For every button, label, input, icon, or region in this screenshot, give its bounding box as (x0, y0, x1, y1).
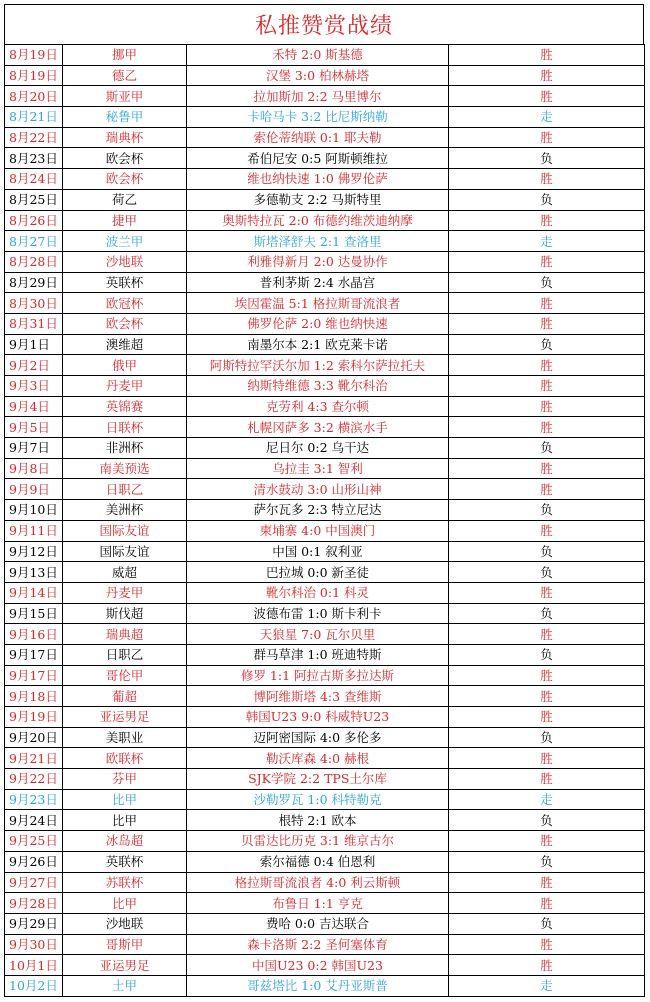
table-row (5, 231, 645, 252)
result-cell: 胜 (449, 86, 645, 107)
result-cell: 负 (449, 438, 645, 459)
result-cell: 胜 (449, 769, 645, 790)
date-cell: 9月16日 (5, 624, 63, 645)
match-cell: 利雅得新月 2:0 达曼协作 (187, 251, 449, 272)
table-row (5, 65, 645, 86)
match-cell: 南墨尔本 2:1 欧克莱卡诺 (187, 334, 449, 355)
record-table (4, 44, 645, 997)
league-cell: 比甲 (63, 789, 187, 810)
league-cell: 日职乙 (63, 479, 187, 500)
date-cell: 9月29日 (5, 913, 63, 934)
league-cell: 亚运男足 (63, 707, 187, 728)
date-cell: 9月8日 (5, 458, 63, 479)
date-cell: 9月9日 (5, 479, 63, 500)
match-cell: 克劳利 4:3 查尔顿 (187, 396, 449, 417)
date-cell: 9月24日 (5, 810, 63, 831)
league-cell: 国际友谊 (63, 520, 187, 541)
date-cell: 9月18日 (5, 686, 63, 707)
date-cell: 9月12日 (5, 541, 63, 562)
league-cell: 哥伦甲 (63, 665, 187, 686)
date-cell: 8月19日 (5, 65, 63, 86)
league-cell: 瑞典超 (63, 624, 187, 645)
date-cell: 9月28日 (5, 893, 63, 914)
record-rows (5, 45, 645, 997)
date-cell: 8月25日 (5, 189, 63, 210)
match-cell: 靴尔科治 0:1 科灵 (187, 582, 449, 603)
result-cell: 胜 (449, 748, 645, 769)
league-cell: 波兰甲 (63, 231, 187, 252)
date-cell: 8月22日 (5, 127, 63, 148)
table-row (5, 955, 645, 976)
result-cell: 胜 (449, 396, 645, 417)
match-cell: 普利茅斯 2:4 水晶宫 (187, 272, 449, 293)
table-row (5, 727, 645, 748)
date-cell: 8月19日 (5, 45, 63, 66)
league-cell: 捷甲 (63, 210, 187, 231)
league-cell: 美职业 (63, 727, 187, 748)
result-cell: 负 (449, 851, 645, 872)
date-cell: 9月11日 (5, 520, 63, 541)
table-row (5, 872, 645, 893)
result-cell: 负 (449, 913, 645, 934)
match-cell: 斯塔泽舒夫 2:1 查洛里 (187, 231, 449, 252)
page-title: 私推赞赏战绩 (254, 14, 393, 39)
league-cell: 德乙 (63, 65, 187, 86)
match-cell: 修罗 1:1 阿拉古斯多拉达斯 (187, 665, 449, 686)
match-cell: 贝雷达比历克 3:1 维京古尔 (187, 831, 449, 852)
result-cell: 胜 (449, 417, 645, 438)
table-row (5, 334, 645, 355)
table-row (5, 438, 645, 459)
result-cell: 胜 (449, 479, 645, 500)
league-cell: 冰岛超 (63, 831, 187, 852)
league-cell: 荷乙 (63, 189, 187, 210)
table-row (5, 644, 645, 665)
match-cell: 纳斯特维德 3:3 靴尔科治 (187, 376, 449, 397)
date-cell: 8月29日 (5, 272, 63, 293)
table-row (5, 541, 645, 562)
match-cell: 乌拉圭 3:1 智利 (187, 458, 449, 479)
result-cell: 胜 (449, 251, 645, 272)
table-row (5, 458, 645, 479)
match-cell: 森卡洛斯 2:2 圣何塞体育 (187, 934, 449, 955)
table-row (5, 831, 645, 852)
match-cell: 布鲁日 1:1 亨克 (187, 893, 449, 914)
league-cell: 俄甲 (63, 355, 187, 376)
table-row (5, 313, 645, 334)
table-row (5, 975, 645, 996)
league-cell: 美洲杯 (63, 500, 187, 521)
result-cell: 胜 (449, 293, 645, 314)
result-cell: 胜 (449, 127, 645, 148)
match-cell: 沙勒罗瓦 1:0 科特勒克 (187, 789, 449, 810)
league-cell: 葡超 (63, 686, 187, 707)
result-cell: 负 (449, 727, 645, 748)
table-row (5, 934, 645, 955)
result-cell: 负 (449, 562, 645, 583)
result-cell: 胜 (449, 355, 645, 376)
match-cell: 阿斯特拉罕沃尔加 1:2 索科尔萨拉托夫 (187, 355, 449, 376)
date-cell: 9月15日 (5, 603, 63, 624)
match-cell: 希伯尼安 0:5 阿斯顿维拉 (187, 148, 449, 169)
match-cell: 格拉斯哥流浪者 4:0 利云斯顿 (187, 872, 449, 893)
table-row (5, 913, 645, 934)
table-row (5, 520, 645, 541)
date-cell: 10月1日 (5, 955, 63, 976)
result-cell: 胜 (449, 686, 645, 707)
result-cell: 胜 (449, 955, 645, 976)
league-cell: 欧会杯 (63, 148, 187, 169)
league-cell: 丹麦甲 (63, 376, 187, 397)
date-cell: 9月13日 (5, 562, 63, 583)
match-cell: 索伦蒂纳联 0:1 耶夫勒 (187, 127, 449, 148)
date-cell: 9月1日 (5, 334, 63, 355)
match-cell: 天狼星 7:0 瓦尔贝里 (187, 624, 449, 645)
match-cell: 汉堡 3:0 柏林赫塔 (187, 65, 449, 86)
table-row (5, 851, 645, 872)
date-cell: 9月17日 (5, 644, 63, 665)
match-cell: 波德布雷 1:0 斯卡利卡 (187, 603, 449, 624)
result-cell: 走 (449, 107, 645, 128)
match-cell: SJK学院 2:2 TPS土尔库 (187, 769, 449, 790)
match-cell: 韩国U23 9:0 科威特U23 (187, 707, 449, 728)
league-cell: 丹麦甲 (63, 582, 187, 603)
date-cell: 8月30日 (5, 293, 63, 314)
league-cell: 国际友谊 (63, 541, 187, 562)
league-cell: 比甲 (63, 893, 187, 914)
date-cell: 8月28日 (5, 251, 63, 272)
match-cell: 费哈 0:0 吉达联合 (187, 913, 449, 934)
table-row (5, 396, 645, 417)
match-cell: 卡哈马卡 3:2 比尼斯纳勒 (187, 107, 449, 128)
date-cell: 9月27日 (5, 872, 63, 893)
result-cell: 负 (449, 603, 645, 624)
match-cell: 中国U23 0:2 韩国U23 (187, 955, 449, 976)
table-row (5, 210, 645, 231)
result-cell: 负 (449, 189, 645, 210)
match-cell: 根特 2:1 欧本 (187, 810, 449, 831)
match-cell: 拉加斯加 2:2 马里博尔 (187, 86, 449, 107)
table-row (5, 500, 645, 521)
match-cell: 佛罗伦萨 2:0 维也纳快速 (187, 313, 449, 334)
date-cell: 9月19日 (5, 707, 63, 728)
table-row (5, 86, 645, 107)
date-cell: 9月10日 (5, 500, 63, 521)
table-row (5, 127, 645, 148)
result-cell: 胜 (449, 831, 645, 852)
result-cell: 胜 (449, 210, 645, 231)
league-cell: 瑞典杯 (63, 127, 187, 148)
table-row (5, 417, 645, 438)
date-cell: 9月7日 (5, 438, 63, 459)
date-cell: 9月23日 (5, 789, 63, 810)
league-cell: 南美预选 (63, 458, 187, 479)
table-row (5, 479, 645, 500)
league-cell: 欧会杯 (63, 169, 187, 190)
league-cell: 澳维超 (63, 334, 187, 355)
title-row (4, 4, 644, 44)
result-cell: 胜 (449, 45, 645, 66)
result-cell: 胜 (449, 624, 645, 645)
result-cell: 走 (449, 789, 645, 810)
date-cell: 8月24日 (5, 169, 63, 190)
result-cell: 胜 (449, 458, 645, 479)
league-cell: 沙地联 (63, 913, 187, 934)
record-sheet (4, 4, 644, 997)
league-cell: 日职乙 (63, 644, 187, 665)
table-row (5, 189, 645, 210)
match-cell: 中国 0:1 叙利亚 (187, 541, 449, 562)
league-cell: 芬甲 (63, 769, 187, 790)
table-row (5, 107, 645, 128)
table-row (5, 45, 645, 66)
result-cell: 负 (449, 810, 645, 831)
date-cell: 9月5日 (5, 417, 63, 438)
result-cell: 胜 (449, 872, 645, 893)
result-cell: 胜 (449, 707, 645, 728)
date-cell: 8月26日 (5, 210, 63, 231)
table-row (5, 293, 645, 314)
date-cell: 9月21日 (5, 748, 63, 769)
result-cell: 胜 (449, 893, 645, 914)
league-cell: 欧会杯 (63, 313, 187, 334)
match-cell: 勒沃库森 4:0 赫根 (187, 748, 449, 769)
date-cell: 9月22日 (5, 769, 63, 790)
league-cell: 哥斯甲 (63, 934, 187, 955)
match-cell: 埃因霍温 5:1 格拉斯哥流浪者 (187, 293, 449, 314)
result-cell: 负 (449, 541, 645, 562)
table-row (5, 603, 645, 624)
match-cell: 博阿维斯塔 4:3 查维斯 (187, 686, 449, 707)
league-cell: 非洲杯 (63, 438, 187, 459)
match-cell: 维也纳快速 1:0 佛罗伦萨 (187, 169, 449, 190)
match-cell: 群马草津 1:0 班迪特斯 (187, 644, 449, 665)
table-row (5, 376, 645, 397)
result-cell: 走 (449, 975, 645, 996)
table-row (5, 562, 645, 583)
match-cell: 萨尔瓦多 2:3 特立尼达 (187, 500, 449, 521)
league-cell: 斯伐超 (63, 603, 187, 624)
result-cell: 胜 (449, 376, 645, 397)
date-cell: 8月31日 (5, 313, 63, 334)
result-cell: 胜 (449, 313, 645, 334)
table-row (5, 582, 645, 603)
date-cell: 9月2日 (5, 355, 63, 376)
date-cell: 8月20日 (5, 86, 63, 107)
date-cell: 10月2日 (5, 975, 63, 996)
result-cell: 负 (449, 272, 645, 293)
match-cell: 札幌冈萨多 3:2 横滨水手 (187, 417, 449, 438)
table-row (5, 665, 645, 686)
league-cell: 英联杯 (63, 851, 187, 872)
league-cell: 沙地联 (63, 251, 187, 272)
league-cell: 英锦赛 (63, 396, 187, 417)
result-cell: 胜 (449, 520, 645, 541)
date-cell: 8月21日 (5, 107, 63, 128)
league-cell: 亚运男足 (63, 955, 187, 976)
match-cell: 柬埔寨 4:0 中国澳门 (187, 520, 449, 541)
table-row (5, 789, 645, 810)
date-cell: 9月3日 (5, 376, 63, 397)
date-cell: 9月20日 (5, 727, 63, 748)
date-cell: 9月25日 (5, 831, 63, 852)
result-cell: 负 (449, 644, 645, 665)
date-cell: 9月26日 (5, 851, 63, 872)
table-row (5, 148, 645, 169)
table-row (5, 769, 645, 790)
league-cell: 英联杯 (63, 272, 187, 293)
match-cell: 清水鼓动 3:0 山形山神 (187, 479, 449, 500)
result-cell: 胜 (449, 934, 645, 955)
date-cell: 9月4日 (5, 396, 63, 417)
league-cell: 威超 (63, 562, 187, 583)
match-cell: 多德勒支 2:2 马斯特里 (187, 189, 449, 210)
table-row (5, 169, 645, 190)
date-cell: 8月27日 (5, 231, 63, 252)
date-cell: 9月30日 (5, 934, 63, 955)
league-cell: 挪甲 (63, 45, 187, 66)
league-cell: 土甲 (63, 975, 187, 996)
match-cell: 巴拉城 0:0 新圣徒 (187, 562, 449, 583)
date-cell: 8月23日 (5, 148, 63, 169)
result-cell: 胜 (449, 169, 645, 190)
match-cell: 索尔福德 0:4 伯恩利 (187, 851, 449, 872)
result-cell: 胜 (449, 65, 645, 86)
league-cell: 斯亚甲 (63, 86, 187, 107)
league-cell: 苏联杯 (63, 872, 187, 893)
result-cell: 走 (449, 231, 645, 252)
table-row (5, 748, 645, 769)
match-cell: 尼日尔 0:2 乌干达 (187, 438, 449, 459)
match-cell: 奥斯特拉瓦 2:0 布德约维茨迪纳摩 (187, 210, 449, 231)
result-cell: 负 (449, 334, 645, 355)
league-cell: 欧冠杯 (63, 293, 187, 314)
league-cell: 欧联杯 (63, 748, 187, 769)
table-row (5, 624, 645, 645)
table-row (5, 272, 645, 293)
league-cell: 日联杯 (63, 417, 187, 438)
result-cell: 负 (449, 148, 645, 169)
table-row (5, 355, 645, 376)
table-row (5, 251, 645, 272)
match-cell: 禾特 2:0 斯基德 (187, 45, 449, 66)
match-cell: 迈阿密国际 4:0 多伦多 (187, 727, 449, 748)
league-cell: 秘鲁甲 (63, 107, 187, 128)
date-cell: 9月17日 (5, 665, 63, 686)
table-row (5, 707, 645, 728)
date-cell: 9月14日 (5, 582, 63, 603)
table-row (5, 893, 645, 914)
result-cell: 胜 (449, 582, 645, 603)
table-row (5, 686, 645, 707)
match-cell: 哥兹塔比 1:0 艾丹亚斯普 (187, 975, 449, 996)
league-cell: 比甲 (63, 810, 187, 831)
result-cell: 负 (449, 500, 645, 521)
result-cell: 胜 (449, 665, 645, 686)
table-row (5, 810, 645, 831)
